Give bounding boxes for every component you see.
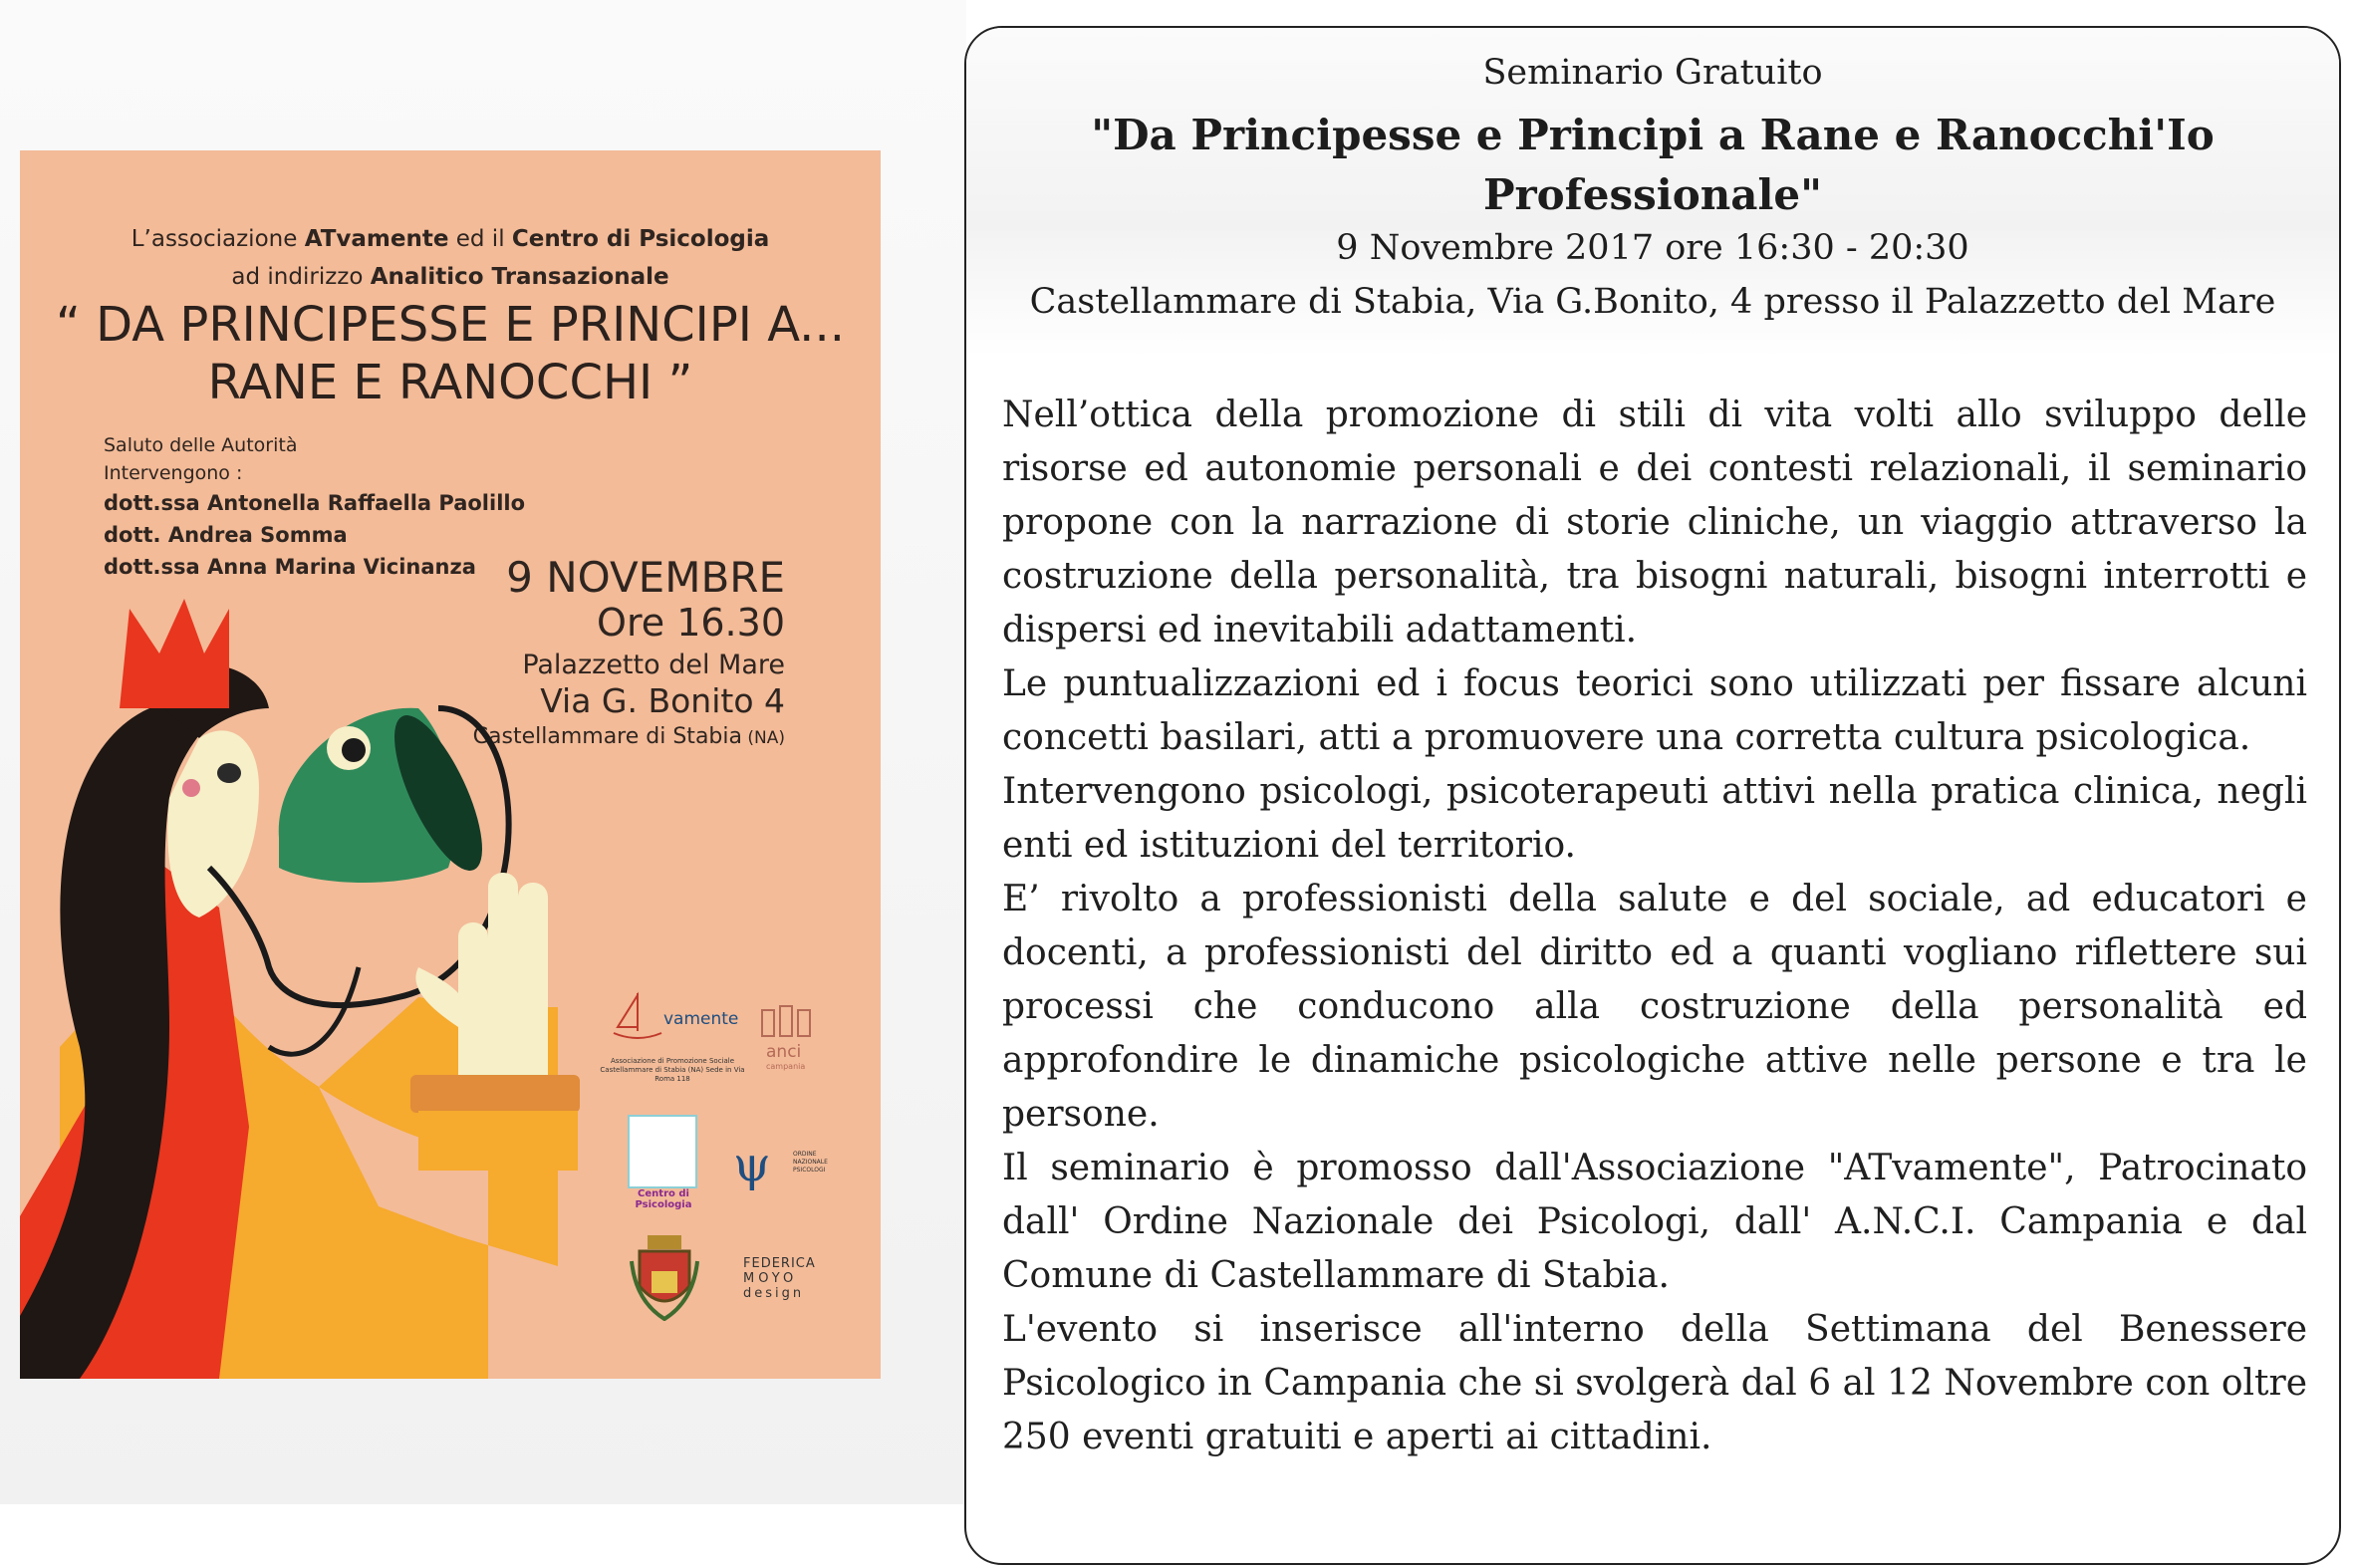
poster-date: 9 NOVEMBRE (506, 553, 785, 602)
anci-emblem-icon (756, 1002, 816, 1042)
poster-time: Ore 16.30 (597, 601, 785, 645)
seminar-info-panel (964, 26, 2341, 1565)
puzzle-icon (628, 1115, 697, 1188)
logo-anci-name: anci (766, 1042, 802, 1062)
city-province: (NA) (741, 728, 785, 748)
seminar-date: 9 Novembre 2017 ore 16:30 - 20:30 (1336, 228, 1969, 268)
assoc-analitico: Analitico Transazionale (370, 264, 669, 290)
description-paragraph: Le puntualizzazioni ed i focus teorici sono utilizzati per fissare alcuni concetti basilari, atti a promuovere una corretta cultura psicologica. (1002, 663, 2307, 758)
poster-title-line: RANE E RANOCCHI ” (207, 355, 693, 410)
logo-comune (630, 1231, 699, 1321)
eye-shape (217, 763, 241, 783)
glove-hand (458, 873, 548, 1082)
assoc-text: ed il (448, 226, 512, 252)
description-paragraph: Intervengono psicologi, psicoterapeuti attivi nella pratica clinica, negli enti ed istituzioni del territorio. (1002, 771, 2307, 866)
frog-eye-pupil (342, 738, 366, 762)
logo-atvamente (608, 987, 757, 1047)
glove-cuff (410, 1075, 580, 1113)
logo-centro-name: Centro di Psicologia (635, 1188, 692, 1210)
speaker-name: dott.ssa Antonella Raffaella Paolillo (104, 491, 526, 515)
poster-title-line: “ DA PRINCIPESSE E PRINCIPI A... (56, 297, 845, 353)
logo-federica-line: FEDERICA (743, 1256, 816, 1271)
mask-string-loop (269, 967, 359, 1054)
seminar-place: Castellammare di Stabia, Via G.Bonito, 4 presso il Palazzetto del Mare (1029, 282, 2276, 322)
crown-shape (120, 599, 229, 708)
authority-greeting: Saluto delle Autorità (104, 434, 298, 456)
logo-ordine-name: ORDINE NAZIONALE PSICOLOGI (793, 1151, 828, 1174)
description-paragraph: Nell’ottica della promozione di stili di vita volti allo sviluppo delle risorse ed autonomie personali e dei contesti relazionali, il seminario propone con la narrazione di storie cliniche, un viaggio attraverso la costruzione della personalità, tra bisogni naturali, bisogni interrotti e dispersi ed inevitabili adattamenti. (1002, 394, 2307, 651)
seminar-subtitle: Seminario Gratuito (1482, 53, 1823, 93)
logo-federica-moyo (743, 1256, 843, 1316)
speaker-name: dott. Andrea Somma (104, 523, 348, 547)
sailboat-icon (608, 987, 667, 1047)
seminar-description (1002, 389, 2307, 1464)
seminar-title (966, 106, 2339, 225)
logo-ordine (733, 1137, 863, 1196)
logo-atvamente-name: vamente (663, 1009, 739, 1029)
logo-anci-sub: campania (766, 1062, 806, 1071)
poster-venue: Palazzetto del Mare (522, 650, 785, 680)
speakers-heading: Intervengono : (104, 462, 243, 484)
speaker-name: dott.ssa Anna Marina Vicinanza (104, 555, 476, 579)
cheek-shape (182, 779, 200, 797)
assoc-atvamente: ATvamente (304, 226, 449, 252)
assoc-text: L’associazione (131, 226, 305, 252)
seminar-title-line: "Da Principesse e Principi a Rane e Ranocchi'Io (1091, 111, 2215, 159)
description-paragraph: E’ rivolto a professionisti della salute e del sociale, ad educatori e docenti, a professionisti del diritto ed a quanti vogliano riflettere sui processi che conducono alla costruzione della personalità ed approfondire le dinamiche psicologiche attive nelle persone e tra le persone. (1002, 879, 2307, 1135)
coat-of-arms-icon (630, 1231, 699, 1321)
event-poster (20, 150, 881, 1379)
logo-centro-psicologia (616, 1115, 705, 1209)
seminar-title-line: Professionale" (1482, 170, 1823, 219)
psi-icon: ψ (733, 1137, 771, 1192)
assoc-centro: Centro di Psicologia (511, 226, 770, 252)
logo-atvamente-caption: Associazione di Promozione Sociale Castellammare di Stabia (NA) Sede in Via Roma 118 (600, 1057, 745, 1083)
sleeve-under-cuff (418, 1111, 578, 1171)
description-paragraph: L'evento si inserisce all'interno della Settimana del Benessere Psicologico in Campania che si svolgerà dal 6 al 12 Novembre con oltre 250 eventi gratuiti e aperti ai cittadini. (1002, 1309, 2307, 1457)
panel-header (966, 28, 2339, 357)
logo-federica-line: MOYO (743, 1271, 798, 1286)
logo-anci (752, 1002, 822, 1082)
logo-federica-line: design (743, 1286, 805, 1301)
city-name: Castellammare di Stabia (472, 724, 742, 749)
assoc-text: ad indirizzo (231, 264, 371, 290)
poster-address: Via G. Bonito 4 (540, 681, 785, 720)
description-paragraph: Il seminario è promosso dall'Associazione "ATvamente", Patrocinato dall' Ordine Nazionale dei Psicologi, dall' A.N.C.I. Campania e dal Comune di Castellammare di Stabia. (1002, 1148, 2307, 1296)
